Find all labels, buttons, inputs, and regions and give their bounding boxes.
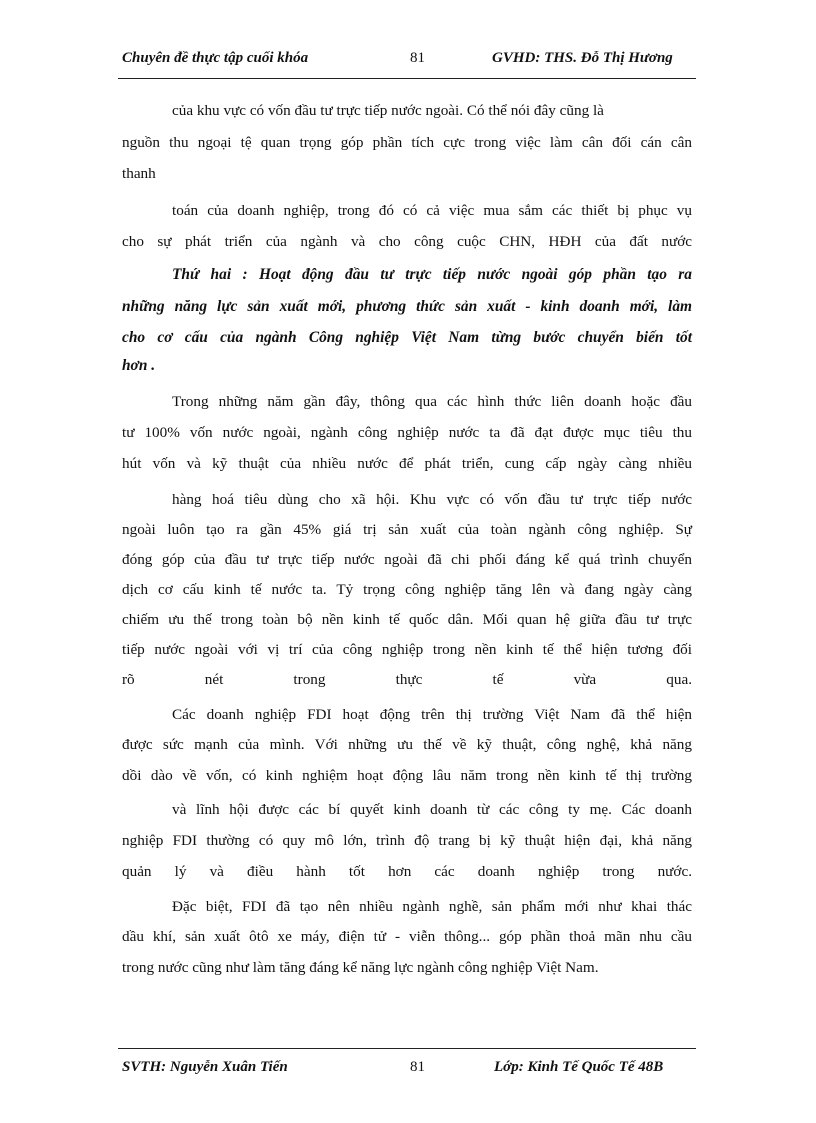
header-left-title: Chuyên đề thực tập cuối khóa xyxy=(122,50,309,66)
footer-right-class: Lớp: Kinh Tế Quốc Tế 48B xyxy=(494,1059,664,1075)
section-heading-line: cho cơ cấu của ngành Công nghiệp Việt Nam từng bước chuyển biến tốt xyxy=(122,329,692,346)
footer-page-number: 81 xyxy=(410,1059,425,1075)
header-rule xyxy=(118,78,696,79)
body-line: rõ nét trong thực tế vừa qua. xyxy=(122,671,692,688)
body-line: và lĩnh hội được các bí quyết kinh doanh từ các công ty mẹ. Các doanh xyxy=(172,801,692,818)
body-line: đóng góp của đầu tư trực tiếp nước ngoài đã chi phối đáng kể quá trình chuyển xyxy=(122,551,692,568)
body-line: Đặc biệt, FDI đã tạo nên nhiều ngành nghề, sản phẩm mới như khai thác xyxy=(172,898,692,915)
body-line: cho sự phát triển của ngành và cho công cuộc CHN, HĐH của đất nước xyxy=(122,233,692,250)
body-line: được sức mạnh của mình. Với những ưu thế về kỹ thuật, công nghệ, khả năng xyxy=(122,736,692,753)
body-line: hút vốn và kỹ thuật của nhiều nước để phát triển, cung cấp ngày càng nhiều xyxy=(122,455,692,472)
body-line: dồi dào về vốn, có kinh nghiệm hoạt động lâu năm trong nền kinh tế thị trường xyxy=(122,767,692,784)
body-line: Trong những năm gần đây, thông qua các hình thức liên doanh hoặc đầu xyxy=(172,393,692,410)
body-line: tư 100% vốn nước ngoài, ngành công nghiệp nước ta đã đạt được mục tiêu thu xyxy=(122,424,692,441)
body-line: Các doanh nghiệp FDI hoạt động trên thị trường Việt Nam đã thể hiện xyxy=(172,706,692,723)
section-heading-line: những năng lực sản xuất mới, phương thức sản xuất - kinh doanh mới, làm xyxy=(122,298,692,315)
header-right-supervisor: GVHD: THS. Đỗ Thị Hương xyxy=(492,50,673,66)
body-line: quản lý và điều hành tốt hơn các doanh nghiệp trong nước. xyxy=(122,863,692,880)
section-heading-line: hơn . xyxy=(122,357,156,374)
body-line: trong nước cũng như làm tăng đáng kể năng lực ngành công nghiệp Việt Nam. xyxy=(122,959,599,976)
body-line: dịch cơ cấu kinh tế nước ta. Tỷ trọng công nghiệp tăng lên và đang ngày càng xyxy=(122,581,692,598)
body-line: nguồn thu ngoại tệ quan trọng góp phần tích cực trong việc làm cân đối cán cân xyxy=(122,134,692,151)
body-line: của khu vực có vốn đầu tư trực tiếp nước ngoài. Có thể nói đây cũng là xyxy=(172,102,604,119)
body-line: chiếm ưu thế trong toàn bộ nền kinh tế quốc dân. Mối quan hệ giữa đầu tư trực xyxy=(122,611,692,628)
section-heading-line: Thứ hai : Hoạt động đầu tư trực tiếp nước ngoài góp phần tạo ra xyxy=(172,266,692,283)
footer-left-student: SVTH: Nguyễn Xuân Tiến xyxy=(122,1059,288,1075)
body-line: hàng hoá tiêu dùng cho xã hội. Khu vực có vốn đầu tư trực tiếp nước xyxy=(172,491,692,508)
header-page-number: 81 xyxy=(410,50,425,66)
body-line: nghiệp FDI thường có quy mô lớn, trình độ trang bị kỹ thuật hiện đại, khả năng xyxy=(122,832,692,849)
body-line: toán của doanh nghiệp, trong đó có cả việc mua sắm các thiết bị phục vụ xyxy=(172,202,692,219)
body-line: thanh xyxy=(122,165,156,182)
body-line: ngoài luôn tạo ra gần 45% giá trị sản xuất của toàn ngành công nghiệp. Sự xyxy=(122,521,692,538)
body-line: tiếp nước ngoài với vị trí của công nghiệp trong nền kinh tế thể hiện tương đối xyxy=(122,641,692,658)
footer-rule xyxy=(118,1048,696,1049)
body-line: dầu khí, sản xuất ôtô xe máy, điện tử - viễn thông... góp phần thoả mãn nhu cầu xyxy=(122,928,692,945)
